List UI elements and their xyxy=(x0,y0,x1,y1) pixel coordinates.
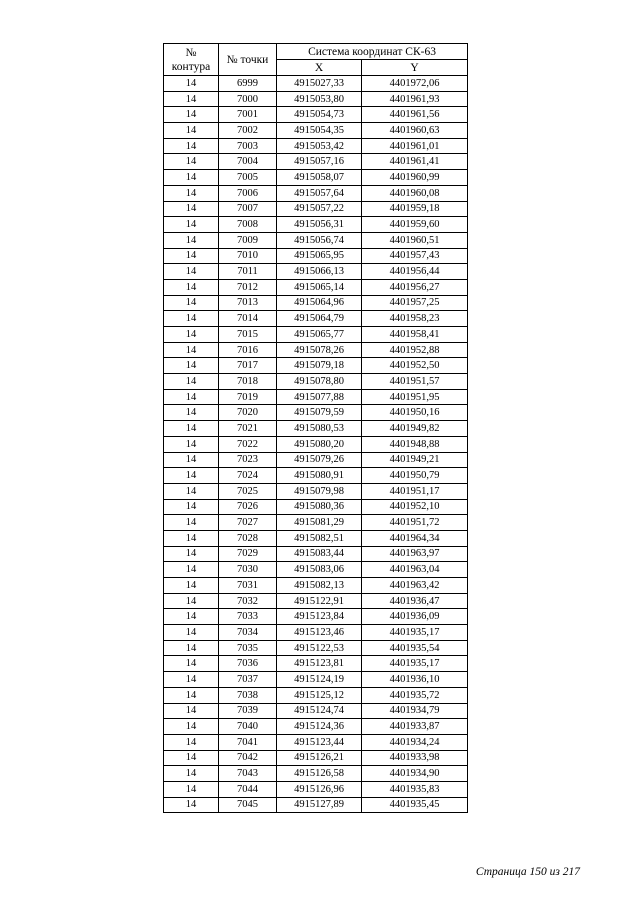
cell-y: 4401935,54 xyxy=(362,640,468,656)
cell-x: 4915126,21 xyxy=(277,750,362,766)
table-row xyxy=(164,687,468,703)
cell-contour: 14 xyxy=(164,123,219,139)
cell-contour: 14 xyxy=(164,609,219,625)
cell-x: 4915127,89 xyxy=(277,797,362,813)
cell-y: 4401963,04 xyxy=(362,562,468,578)
cell-contour: 14 xyxy=(164,687,219,703)
table-row xyxy=(164,170,468,186)
cell-x: 4915126,58 xyxy=(277,766,362,782)
cell-contour: 14 xyxy=(164,279,219,295)
cell-contour: 14 xyxy=(164,389,219,405)
cell-y: 4401961,01 xyxy=(362,138,468,154)
cell-point: 7011 xyxy=(219,264,277,280)
cell-point: 7026 xyxy=(219,499,277,515)
cell-y: 4401935,45 xyxy=(362,797,468,813)
cell-y: 4401950,16 xyxy=(362,405,468,421)
cell-x: 4915056,31 xyxy=(277,217,362,233)
cell-x: 4915079,26 xyxy=(277,452,362,468)
cell-point: 7025 xyxy=(219,483,277,499)
cell-contour: 14 xyxy=(164,264,219,280)
table-row xyxy=(164,342,468,358)
cell-contour: 14 xyxy=(164,750,219,766)
cell-x: 4915079,98 xyxy=(277,483,362,499)
table-row xyxy=(164,201,468,217)
cell-x: 4915053,80 xyxy=(277,91,362,107)
cell-x: 4915064,79 xyxy=(277,311,362,327)
cell-x: 4915124,19 xyxy=(277,672,362,688)
cell-x: 4915065,95 xyxy=(277,248,362,264)
cell-x: 4915079,18 xyxy=(277,358,362,374)
cell-contour: 14 xyxy=(164,201,219,217)
cell-x: 4915126,96 xyxy=(277,781,362,797)
cell-y: 4401951,57 xyxy=(362,374,468,390)
cell-x: 4915081,29 xyxy=(277,515,362,531)
cell-contour: 14 xyxy=(164,185,219,201)
cell-contour: 14 xyxy=(164,421,219,437)
cell-point: 7036 xyxy=(219,656,277,672)
cell-y: 4401948,88 xyxy=(362,436,468,452)
table-row xyxy=(164,499,468,515)
page-current: 150 xyxy=(529,866,547,878)
cell-y: 4401951,17 xyxy=(362,483,468,499)
cell-y: 4401958,41 xyxy=(362,327,468,343)
cell-contour: 14 xyxy=(164,107,219,123)
cell-contour: 14 xyxy=(164,719,219,735)
cell-point: 7015 xyxy=(219,327,277,343)
cell-point: 7012 xyxy=(219,279,277,295)
cell-y: 4401952,88 xyxy=(362,342,468,358)
cell-x: 4915077,88 xyxy=(277,389,362,405)
cell-y: 4401935,17 xyxy=(362,656,468,672)
cell-point: 7033 xyxy=(219,609,277,625)
cell-x: 4915082,51 xyxy=(277,530,362,546)
table-row xyxy=(164,625,468,641)
cell-x: 4915079,59 xyxy=(277,405,362,421)
table-row xyxy=(164,421,468,437)
cell-contour: 14 xyxy=(164,672,219,688)
cell-contour: 14 xyxy=(164,374,219,390)
cell-contour: 14 xyxy=(164,499,219,515)
cell-contour: 14 xyxy=(164,483,219,499)
cell-y: 4401952,10 xyxy=(362,499,468,515)
cell-point: 7019 xyxy=(219,389,277,405)
cell-contour: 14 xyxy=(164,578,219,594)
page-footer xyxy=(476,866,580,878)
cell-y: 4401964,34 xyxy=(362,530,468,546)
cell-y: 4401936,09 xyxy=(362,609,468,625)
cell-y: 4401934,90 xyxy=(362,766,468,782)
cell-contour: 14 xyxy=(164,625,219,641)
cell-y: 4401960,51 xyxy=(362,232,468,248)
cell-x: 4915082,13 xyxy=(277,578,362,594)
cell-y: 4401951,95 xyxy=(362,389,468,405)
table-row xyxy=(164,468,468,484)
table-row xyxy=(164,515,468,531)
cell-x: 4915027,33 xyxy=(277,76,362,92)
cell-y: 4401958,23 xyxy=(362,311,468,327)
table-row xyxy=(164,656,468,672)
cell-point: 7041 xyxy=(219,734,277,750)
coordinates-table xyxy=(163,43,468,813)
table-row xyxy=(164,123,468,139)
cell-contour: 14 xyxy=(164,154,219,170)
table-row xyxy=(164,766,468,782)
table-row xyxy=(164,640,468,656)
table-row xyxy=(164,593,468,609)
cell-point: 7029 xyxy=(219,546,277,562)
cell-x: 4915057,64 xyxy=(277,185,362,201)
table-row xyxy=(164,609,468,625)
cell-contour: 14 xyxy=(164,546,219,562)
cell-point: 6999 xyxy=(219,76,277,92)
cell-x: 4915054,73 xyxy=(277,107,362,123)
cell-x: 4915080,20 xyxy=(277,436,362,452)
cell-contour: 14 xyxy=(164,766,219,782)
cell-contour: 14 xyxy=(164,656,219,672)
cell-y: 4401960,63 xyxy=(362,123,468,139)
cell-point: 7005 xyxy=(219,170,277,186)
table-row xyxy=(164,562,468,578)
cell-x: 4915124,74 xyxy=(277,703,362,719)
cell-y: 4401935,17 xyxy=(362,625,468,641)
table-row xyxy=(164,264,468,280)
cell-y: 4401959,18 xyxy=(362,201,468,217)
cell-y: 4401956,27 xyxy=(362,279,468,295)
cell-point: 7020 xyxy=(219,405,277,421)
cell-y: 4401935,72 xyxy=(362,687,468,703)
cell-x: 4915123,44 xyxy=(277,734,362,750)
cell-point: 7021 xyxy=(219,421,277,437)
cell-y: 4401951,72 xyxy=(362,515,468,531)
cell-point: 7018 xyxy=(219,374,277,390)
cell-contour: 14 xyxy=(164,781,219,797)
cell-contour: 14 xyxy=(164,530,219,546)
cell-y: 4401957,25 xyxy=(362,295,468,311)
cell-contour: 14 xyxy=(164,452,219,468)
cell-y: 4401961,56 xyxy=(362,107,468,123)
cell-point: 7009 xyxy=(219,232,277,248)
cell-x: 4915123,84 xyxy=(277,609,362,625)
page-of: из xyxy=(549,866,560,878)
cell-x: 4915057,22 xyxy=(277,201,362,217)
table-row xyxy=(164,530,468,546)
cell-y: 4401949,82 xyxy=(362,421,468,437)
cell-y: 4401934,24 xyxy=(362,734,468,750)
cell-x: 4915066,13 xyxy=(277,264,362,280)
table-row xyxy=(164,719,468,735)
cell-contour: 14 xyxy=(164,593,219,609)
cell-x: 4915080,91 xyxy=(277,468,362,484)
cell-y: 4401952,50 xyxy=(362,358,468,374)
cell-x: 4915125,12 xyxy=(277,687,362,703)
cell-y: 4401949,21 xyxy=(362,452,468,468)
table-row xyxy=(164,405,468,421)
cell-point: 7008 xyxy=(219,217,277,233)
cell-contour: 14 xyxy=(164,295,219,311)
cell-contour: 14 xyxy=(164,358,219,374)
table-row xyxy=(164,76,468,92)
cell-contour: 14 xyxy=(164,515,219,531)
cell-point: 7034 xyxy=(219,625,277,641)
cell-contour: 14 xyxy=(164,703,219,719)
cell-point: 7006 xyxy=(219,185,277,201)
cell-point: 7003 xyxy=(219,138,277,154)
cell-point: 7000 xyxy=(219,91,277,107)
table-row xyxy=(164,358,468,374)
cell-y: 4401960,99 xyxy=(362,170,468,186)
cell-point: 7010 xyxy=(219,248,277,264)
cell-x: 4915056,74 xyxy=(277,232,362,248)
cell-contour: 14 xyxy=(164,468,219,484)
cell-contour: 14 xyxy=(164,311,219,327)
table-row xyxy=(164,703,468,719)
table-row xyxy=(164,797,468,813)
table-row xyxy=(164,734,468,750)
table-row xyxy=(164,232,468,248)
cell-y: 4401959,60 xyxy=(362,217,468,233)
cell-point: 7039 xyxy=(219,703,277,719)
cell-contour: 14 xyxy=(164,170,219,186)
table-row xyxy=(164,154,468,170)
cell-y: 4401963,97 xyxy=(362,546,468,562)
cell-contour: 14 xyxy=(164,232,219,248)
cell-x: 4915080,53 xyxy=(277,421,362,437)
table-row xyxy=(164,389,468,405)
cell-contour: 14 xyxy=(164,405,219,421)
cell-point: 7037 xyxy=(219,672,277,688)
table-row xyxy=(164,750,468,766)
table-row xyxy=(164,546,468,562)
table-row xyxy=(164,672,468,688)
cell-x: 4915064,96 xyxy=(277,295,362,311)
header-point-no: № точки xyxy=(219,44,277,76)
cell-y: 4401960,08 xyxy=(362,185,468,201)
table-row xyxy=(164,327,468,343)
cell-y: 4401961,41 xyxy=(362,154,468,170)
cell-y: 4401936,10 xyxy=(362,672,468,688)
cell-point: 7027 xyxy=(219,515,277,531)
cell-y: 4401934,79 xyxy=(362,703,468,719)
cell-point: 7030 xyxy=(219,562,277,578)
cell-y: 4401957,43 xyxy=(362,248,468,264)
cell-y: 4401933,98 xyxy=(362,750,468,766)
cell-x: 4915083,06 xyxy=(277,562,362,578)
table-row xyxy=(164,781,468,797)
cell-x: 4915078,26 xyxy=(277,342,362,358)
table-row xyxy=(164,91,468,107)
table-row xyxy=(164,107,468,123)
cell-point: 7002 xyxy=(219,123,277,139)
cell-contour: 14 xyxy=(164,640,219,656)
table-row xyxy=(164,578,468,594)
header-contour-no-label: № контура xyxy=(171,46,211,73)
cell-point: 7014 xyxy=(219,311,277,327)
table-row xyxy=(164,185,468,201)
cell-point: 7045 xyxy=(219,797,277,813)
cell-y: 4401935,83 xyxy=(362,781,468,797)
header-contour-no xyxy=(164,44,219,76)
cell-x: 4915083,44 xyxy=(277,546,362,562)
cell-contour: 14 xyxy=(164,91,219,107)
table-row xyxy=(164,452,468,468)
table-row xyxy=(164,248,468,264)
table-row xyxy=(164,311,468,327)
cell-point: 7040 xyxy=(219,719,277,735)
header-x: X xyxy=(277,60,362,76)
cell-contour: 14 xyxy=(164,327,219,343)
cell-point: 7017 xyxy=(219,358,277,374)
cell-x: 4915124,36 xyxy=(277,719,362,735)
header-y: Y xyxy=(362,60,468,76)
cell-contour: 14 xyxy=(164,436,219,452)
cell-point: 7023 xyxy=(219,452,277,468)
header-coordinate-system: Система координат СК-63 xyxy=(277,44,468,60)
cell-x: 4915058,07 xyxy=(277,170,362,186)
cell-x: 4915054,35 xyxy=(277,123,362,139)
cell-y: 4401956,44 xyxy=(362,264,468,280)
cell-point: 7044 xyxy=(219,781,277,797)
cell-point: 7004 xyxy=(219,154,277,170)
cell-x: 4915122,91 xyxy=(277,593,362,609)
cell-contour: 14 xyxy=(164,734,219,750)
table-row xyxy=(164,374,468,390)
cell-point: 7007 xyxy=(219,201,277,217)
table-body xyxy=(164,76,468,813)
cell-x: 4915123,81 xyxy=(277,656,362,672)
table-row xyxy=(164,295,468,311)
page-total: 217 xyxy=(562,866,580,878)
cell-point: 7024 xyxy=(219,468,277,484)
cell-contour: 14 xyxy=(164,138,219,154)
cell-x: 4915123,46 xyxy=(277,625,362,641)
cell-x: 4915122,53 xyxy=(277,640,362,656)
cell-contour: 14 xyxy=(164,76,219,92)
cell-point: 7013 xyxy=(219,295,277,311)
cell-contour: 14 xyxy=(164,217,219,233)
cell-x: 4915053,42 xyxy=(277,138,362,154)
cell-point: 7022 xyxy=(219,436,277,452)
cell-x: 4915065,14 xyxy=(277,279,362,295)
cell-contour: 14 xyxy=(164,342,219,358)
cell-contour: 14 xyxy=(164,797,219,813)
cell-point: 7028 xyxy=(219,530,277,546)
table-row xyxy=(164,483,468,499)
table-row xyxy=(164,436,468,452)
cell-x: 4915057,16 xyxy=(277,154,362,170)
table-row xyxy=(164,217,468,233)
table-row xyxy=(164,279,468,295)
cell-point: 7001 xyxy=(219,107,277,123)
cell-contour: 14 xyxy=(164,248,219,264)
page-word: Страница xyxy=(475,866,527,878)
table-row xyxy=(164,138,468,154)
cell-y: 4401936,47 xyxy=(362,593,468,609)
cell-y: 4401963,42 xyxy=(362,578,468,594)
cell-x: 4915065,77 xyxy=(277,327,362,343)
cell-point: 7038 xyxy=(219,687,277,703)
table-header xyxy=(164,44,468,76)
cell-point: 7031 xyxy=(219,578,277,594)
cell-point: 7016 xyxy=(219,342,277,358)
cell-point: 7035 xyxy=(219,640,277,656)
cell-x: 4915078,80 xyxy=(277,374,362,390)
cell-y: 4401972,06 xyxy=(362,76,468,92)
cell-y: 4401961,93 xyxy=(362,91,468,107)
cell-point: 7042 xyxy=(219,750,277,766)
cell-y: 4401950,79 xyxy=(362,468,468,484)
cell-point: 7043 xyxy=(219,766,277,782)
cell-contour: 14 xyxy=(164,562,219,578)
cell-y: 4401933,87 xyxy=(362,719,468,735)
cell-x: 4915080,36 xyxy=(277,499,362,515)
cell-point: 7032 xyxy=(219,593,277,609)
